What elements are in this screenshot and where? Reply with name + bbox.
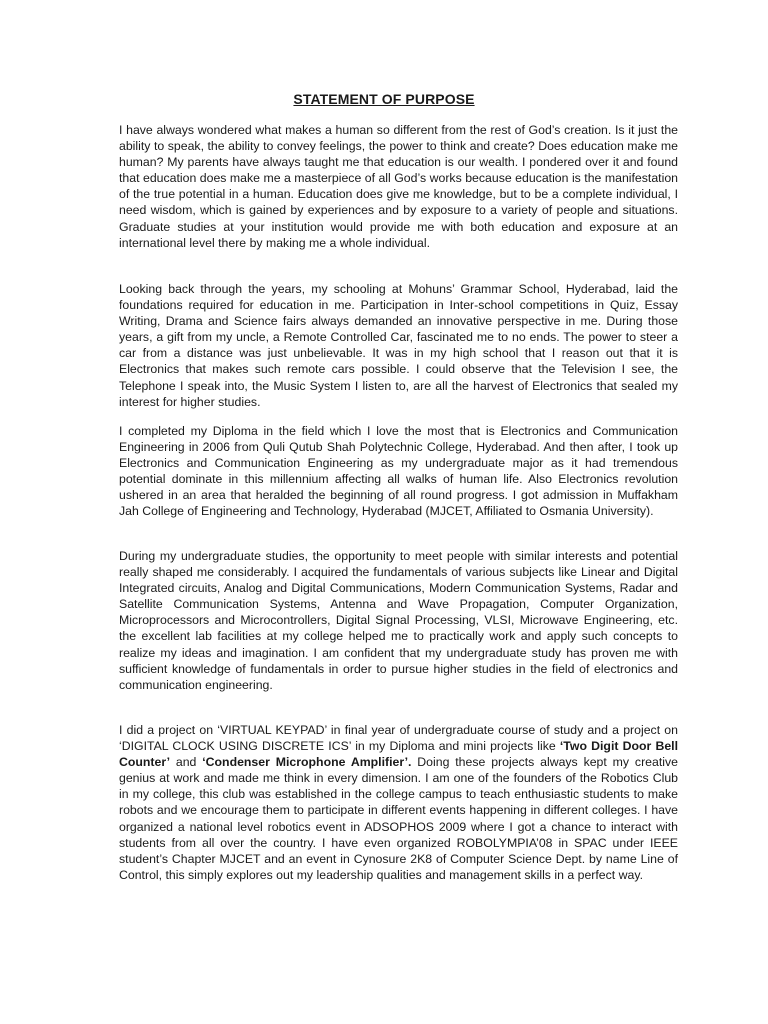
paragraph-diploma: I completed my Diploma in the field which I love the most that is Electronics and Communication Engineering in 2006 from Quli Qutub Shah Polytechnic College, Hyderabad. And then after, I took up Electronics and Communication Engineering as my undergraduate major as it had tremendous potential dominate in this millennium affecting all walks of human life. Also Electronics revolution ushered in an area that heralded the beginning of all round progress. I got admission in Muffakham Jah College of Engineering and Technology, Hyderabad (MJCET, Affiliated to Osmania University).: [119, 424, 678, 519]
paragraph-undergraduate: During my undergraduate studies, the opportunity to meet people with similar interests and potential really shaped me considerably. I acquired the fundamentals of various subjects like Linear and Digital Integrated circuits, Analog and Digital Communications, Modern Communication Systems, Radar and Satellite Communication Systems, Antenna and Wave Propagation, Computer Organization, Microprocessors and Microcontrollers, Digital Signal Processing, VLSI, Microwave Engineering, etc. the excellent lab facilities at my college helped me to practically work and apply such concepts to realize my ideas and imagination. I am confident that my undergraduate study has proven me with sufficient knowledge of fundamentals in order to pursue higher studies in the field of electronics and communication engineering.: [119, 549, 678, 692]
project-microphone-amplifier: ‘Condenser Microphone Amplifier’.: [202, 755, 412, 770]
document-title: STATEMENT OF PURPOSE: [293, 91, 475, 107]
projects-text-d: Doing these projects always kept my creative genius at work and made me think in every dimension. I am one of the founders of the Robotics Club in my college, this club was established in the college campus to teach enthusiastic students to make robots and we encourage them to participate in different events happening in different colleges. I have organized a national level robotics event in ADSOPHOS 2009 where I got a chance to interact with students from all over the country. I have even organized ROBOLYMPIA’08 in SPAC under IEEE student’s Chapter MJCET and an event in Cynosure 2K8 of Computer Science Dept. by name Line of Control, this simply explores out my leadership qualities and management skills in a perfect way.: [119, 755, 678, 882]
paragraph-schooling: Looking back through the years, my schooling at Mohuns’ Grammar School, Hyderabad, laid the foundations required for education in me. Participation in Inter-school competitions in Quiz, Essay Writing, Drama and Science fairs always demanded an innovative perspective in me. During those years, a gift from my uncle, a Remote Controlled Car, fascinated me to no ends. The power to steer a car from a distance was just unbelievable. It was in my high school that I reason out that it is Electronics that makes such remote cars possible. I could observe that the Television I see, the Telephone I speak into, the Music System I listen to, are all the harvest of Electronics that sealed my interest for higher studies.: [119, 282, 678, 409]
project-door-bell-counter: ‘Two Digit Door Bell Counter’: [119, 739, 678, 770]
paragraph-intro: I have always wondered what makes a human so different from the rest of God’s creation. Is it just the ability to speak, the ability to convey feelings, the power to think and create? Does education make me human? My parents have always taught me that education is our wealth. I pondered over it and found that education does make me a masterpiece of all God’s works because education is the manifestation of the true potential in a human. Education does give me knowledge, but to be a complete individual, I need wisdom, which is gained by experiences and by exposure to a variety of people and situations. Graduate studies at your institution would provide me with both education and exposure at an international level there by making me a whole individual.: [119, 123, 678, 250]
projects-text-a: I did a project on ‘VIRTUAL KEYPAD’ in final year of undergraduate course of study and a project on ‘DIGITAL CLOCK USING DISCRETE ICS’ in my Diploma and mini projects like: [119, 723, 678, 754]
projects-text-c: and: [170, 755, 203, 770]
paragraph-projects: [119, 722, 678, 883]
